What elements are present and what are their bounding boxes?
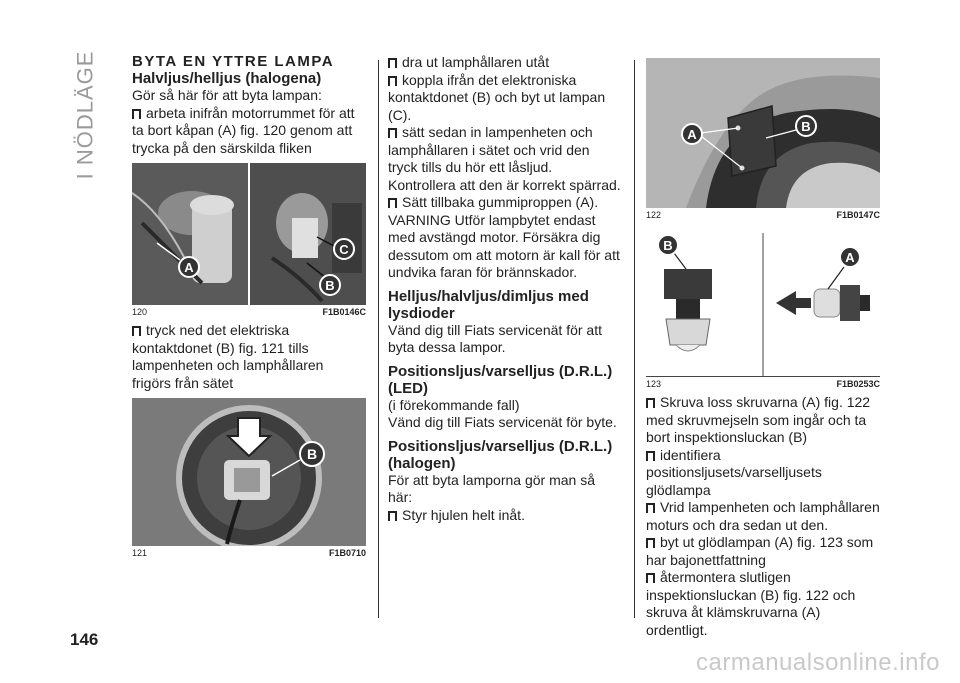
checkbox-bullet-icon — [388, 198, 397, 208]
figure-code: F1B0147C — [836, 210, 880, 220]
list-item: Sätt tillbaka gummiproppen (A). — [388, 194, 622, 212]
wheel-arch-image — [646, 58, 880, 208]
column-1 — [132, 54, 366, 563]
callout-label: A — [184, 260, 194, 275]
headlamp-engine-bay-image — [132, 163, 366, 305]
checkbox-bullet-icon — [388, 511, 397, 521]
column-divider — [634, 60, 635, 618]
checkbox-bullet-icon — [646, 538, 655, 548]
page-number: 146 — [70, 630, 99, 649]
callout-label: B — [801, 119, 811, 134]
list-item: identifiera positionsljusets/varselljusets glödlampa — [646, 446, 822, 498]
figure-number: 120 — [132, 307, 148, 317]
callout-label: A — [845, 250, 855, 265]
checkbox-bullet-icon — [132, 109, 141, 119]
list-item: arbeta inifrån motorrummet för att ta bort kåpan (A) fig. 120 genom att trycka på den särskilda fliken — [132, 104, 355, 156]
list-item: tryck ned det elektriska kontaktdonet (B) fig. 121 tills lampenheten och lamphållaren frigörs från sätet — [132, 322, 324, 391]
intro-text: Gör så här för att byta lampan: — [132, 87, 322, 103]
figure-120 — [132, 163, 366, 318]
body-text: Vänd dig till Fiats servicenät för byte. — [388, 414, 617, 430]
section-title: Halvljus/helljus (halogena) — [132, 70, 322, 87]
list-item: dra ut lamphållaren utåt — [388, 54, 622, 72]
checkbox-bullet-icon — [646, 573, 655, 583]
callout-label: A — [687, 127, 697, 142]
body-text: För att byta lamporna gör man så här: — [388, 471, 595, 505]
figure-caption — [646, 210, 880, 221]
section-title: Positionsljus/varselljus (D.R.L.) (LED) — [388, 362, 613, 397]
checkbox-bullet-icon — [646, 451, 655, 461]
figure-caption — [646, 379, 880, 390]
watermark: carmanualsonline.info — [696, 649, 940, 676]
figure-code: F1B0253C — [836, 379, 880, 389]
list-item: Styr hjulen helt inåt. — [388, 507, 622, 525]
figure-caption — [132, 548, 366, 559]
list-item: byt ut glödlampan (A) fig. 123 som har bajonettfattning — [646, 534, 874, 568]
column-2 — [388, 54, 622, 524]
list-item: Vrid lampenheten och lamphållaren moturs och dra sedan ut den. — [646, 499, 880, 533]
figure-122 — [646, 58, 880, 221]
figure-number: 121 — [132, 548, 148, 558]
column-3 — [646, 58, 880, 639]
checkbox-bullet-icon — [646, 503, 655, 513]
warning-text: VARNING Utför lampbytet endast med avstängd motor. Försäkra dig dessutom om att motorn är kall för att undvika faran för brännskador. — [388, 211, 620, 280]
figure-code: F1B0146C — [322, 307, 366, 317]
section-title: Positionsljus/varselljus (D.R.L.) (halogen) — [388, 437, 613, 472]
column-divider — [378, 60, 379, 618]
bulb-replacement-diagram — [646, 227, 880, 377]
section-tab-label: I NÖDLÄGE — [72, 50, 97, 180]
list-item: sätt sedan in lampenheten och lamphållaren i sätet och vrid den tryck tills du hör ett låsljud. Kontrollera att den är korrekt spärrad. — [388, 124, 621, 193]
checkbox-bullet-icon — [646, 398, 655, 408]
page-title: BYTA EN YTTRE LAMPA — [132, 53, 335, 70]
checkbox-bullet-icon — [132, 326, 141, 336]
callout-label: B — [325, 278, 335, 293]
figure-caption — [132, 307, 366, 318]
figure-123 — [646, 227, 880, 390]
section-title: Helljus/halvljus/dimljus med lysdioder — [388, 287, 589, 322]
checkbox-bullet-icon — [388, 76, 397, 86]
section-tab — [68, 40, 102, 190]
figure-121 — [132, 398, 366, 559]
list-item: koppla ifrån det elektroniska kontaktdonet (B) och byt ut lampan (C). — [388, 71, 606, 123]
checkbox-bullet-icon — [388, 58, 397, 68]
callout-label: B — [663, 238, 673, 253]
figure-code: F1B0710 — [328, 548, 366, 558]
checkbox-bullet-icon — [388, 128, 397, 138]
callout-label: C — [339, 242, 349, 257]
figure-number: 123 — [646, 379, 662, 389]
list-item: Skruva loss skruvarna (A) fig. 122 med skruvmejseln som ingår och ta bort inspektionsluckan (B) — [646, 394, 871, 445]
body-text: Vänd dig till Fiats servicenät för att byta dessa lampor. — [388, 321, 602, 355]
note-text: (i förekommande fall) — [388, 396, 520, 413]
figure-number: 122 — [646, 210, 662, 220]
list-item: återmontera slutligen inspektionsluckan (B) fig. 122 och skruva åt klämskruvarna (A) ordentligt. — [646, 569, 856, 638]
callout-label: B — [306, 446, 318, 462]
headlamp-connector-image — [132, 398, 366, 546]
